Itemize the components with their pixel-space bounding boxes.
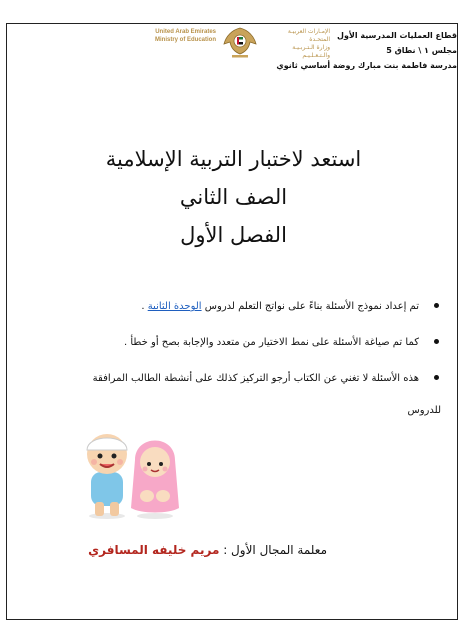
note-continuation: للدروس (407, 405, 441, 416)
children-illustration (73, 420, 185, 522)
note-item (41, 300, 441, 314)
note-text: كما تم صياغة الأسئلة على نمط الاختيار من متعدد والإجابة بصح أو خطأ . (124, 337, 419, 348)
notes-list (41, 300, 441, 418)
note-item (41, 336, 441, 350)
unit-link[interactable]: الوحدة الثانية (147, 301, 202, 312)
title-grade: الصف الثاني (179, 185, 288, 209)
exam-title (0, 140, 467, 254)
bullet-dot-icon (434, 303, 439, 308)
ministry-ar-line2: وزارة الـتـربـيـة والـتـعـلـيـم (292, 44, 330, 59)
ministry-english (138, 28, 216, 44)
bullet-dot-icon (434, 375, 439, 380)
ministry-en-line2: Ministry of Education (154, 37, 216, 43)
teacher-label: معلمة المجال الأول : (223, 543, 327, 557)
note-end: . (141, 301, 148, 312)
uae-emblem-icon (220, 24, 260, 60)
teacher-line (88, 543, 327, 557)
teacher-name: مريم خليفه المسافري (88, 543, 220, 557)
ministry-arabic (268, 28, 330, 60)
title-line1: استعد لاختبار التربية الإسلامية (105, 147, 362, 171)
bullet-dot-icon (434, 339, 439, 344)
title-term: الفصل الأول (180, 223, 287, 247)
note-item (41, 372, 441, 386)
ministry-ar-line1: الإمـارات العربيـة المتحـدة (287, 28, 330, 43)
school-label: مدرسة فاطمة بنت مبارك روضة أساسي ثانوي (276, 61, 457, 70)
note-text: هذه الأسئلة لا تغني عن الكتاب أرجو التركيز كذلك على أنشطة الطالب المرافقة (92, 373, 419, 384)
sector-label: قطاع العمليات المدرسية الأول (337, 31, 457, 40)
ministry-en-line1: United Arab Emirates (155, 29, 216, 35)
council-label: مجلس ١ \ نطاق 5 (386, 46, 457, 55)
note-text: تم إعداد نموذج الأسئلة بناءً على نواتج التعلم لدروس (204, 301, 419, 312)
